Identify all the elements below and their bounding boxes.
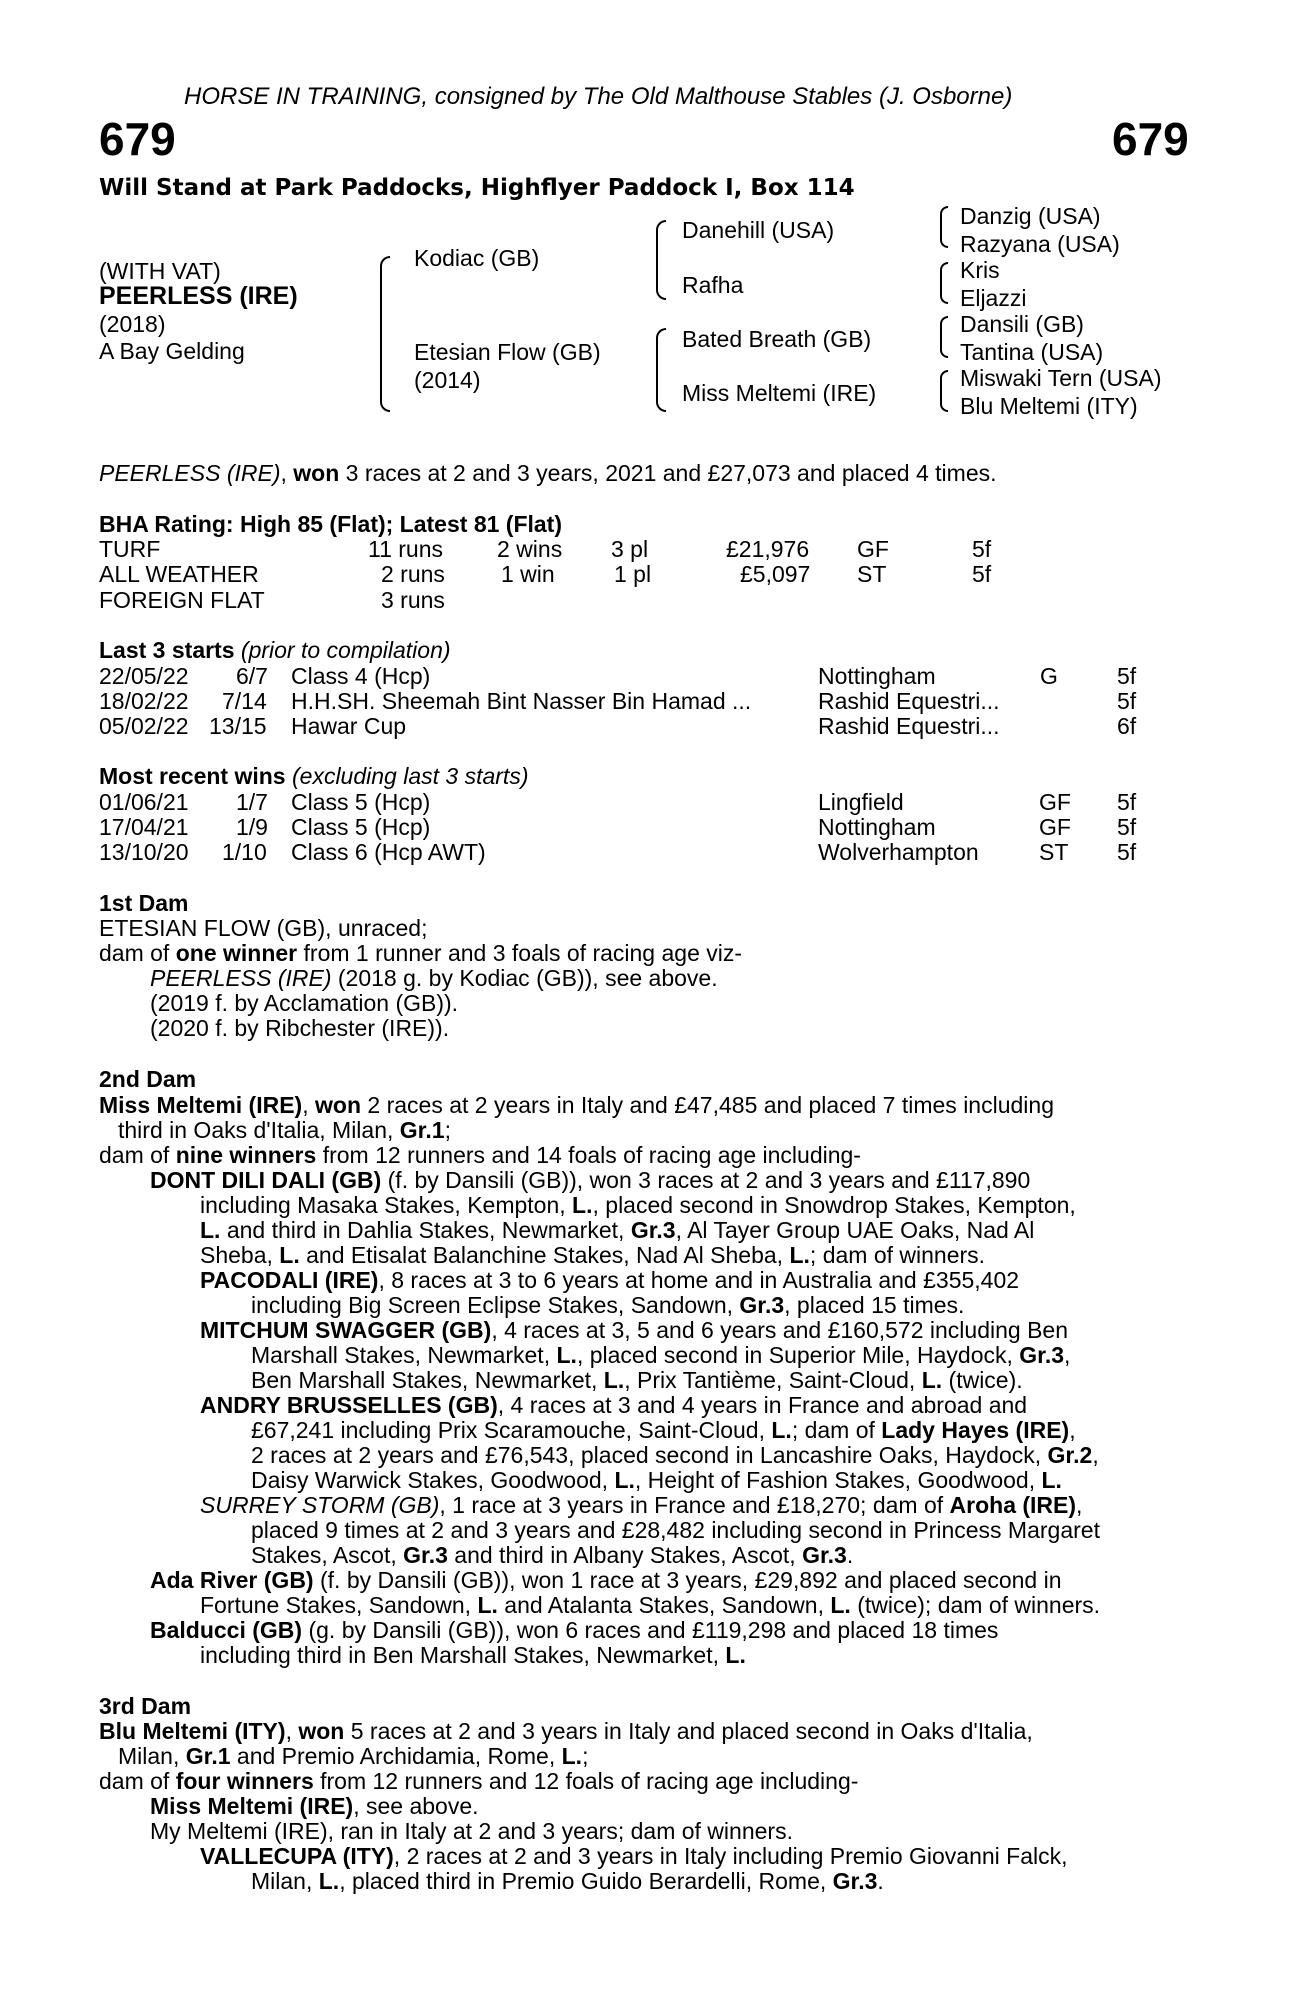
surrey-2: placed 9 times at 2 and 3 years and £28,482 including second in Princess Margaret — [251, 1517, 1100, 1543]
dam: Etesian Flow (GB) — [414, 339, 601, 365]
horse-name: PEERLESS (IRE) — [99, 282, 298, 310]
gg-2: Razyana (USA) — [960, 231, 1120, 257]
vallecupa-2: Milan, L., placed third in Premio Guido Berardelli, Rome, Gr.3. — [251, 1868, 884, 1894]
mitchum-1: MITCHUM SWAGGER (GB), 4 races at 3, 5 and 6 years and £160,572 including Ben — [200, 1317, 1068, 1343]
dont-dili-dali-4: Sheba, L. and Etisalat Balanchine Stakes, Nad Al Sheba, L.; dam of winners. — [200, 1242, 986, 1268]
pedigree-bracket — [380, 256, 390, 412]
gg-3: Kris — [960, 257, 1000, 283]
gg-4: Eljazzi — [960, 285, 1027, 311]
dam1-line2: dam of one winner from 1 runner and 3 foals of racing age viz- — [99, 940, 743, 966]
g-bracket-4 — [940, 370, 948, 412]
dam-sire: Bated Breath (GB) — [682, 326, 872, 352]
andry-2: £67,241 including Prix Scaramouche, Saint-Cloud, L.; dam of Lady Hayes (IRE), — [251, 1417, 1076, 1443]
ada-river-2: Fortune Stakes, Sandown, L. and Atalanta Stakes, Sandown, L. (twice); dam of winners. — [200, 1592, 1101, 1618]
ada-river-1: Ada River (GB) (f. by Dansili (GB)), won 1 race at 3 years, £29,892 and placed second in — [150, 1567, 1062, 1593]
pacodali-1: PACODALI (IRE), 8 races at 3 to 6 years at home and in Australia and £355,402 — [200, 1267, 1020, 1293]
dam3-title: 3rd Dam — [99, 1693, 192, 1719]
last-starts-title: Last 3 starts (prior to compilation) — [99, 637, 451, 663]
dam1-progeny-3: (2020 f. by Ribchester (IRE)). — [150, 1015, 450, 1041]
dam3-line2: Milan, Gr.1 and Premio Archidamia, Rome, L.; — [118, 1743, 589, 1769]
gg-1: Danzig (USA) — [960, 203, 1101, 229]
balducci-2: including third in Ben Marshall Stakes, Newmarket, L. — [200, 1642, 746, 1668]
race-summary: PEERLESS (IRE), won 3 races at 2 and 3 years, 2021 and £27,073 and placed 4 times. — [99, 460, 997, 486]
dam2-title: 2nd Dam — [99, 1066, 197, 1092]
dont-dili-dali-2: including Masaka Stakes, Kempton, L., placed second in Snowdrop Stakes, Kempton, — [200, 1192, 1076, 1218]
g-bracket-3 — [940, 316, 948, 358]
dam2-line2: third in Oaks d'Italia, Milan, Gr.1; — [118, 1117, 451, 1143]
dam1-progeny-1: PEERLESS (IRE) (2018 g. by Kodiac (GB)), see above. — [150, 965, 718, 991]
sire-bracket — [656, 220, 666, 300]
lot-number-right: 679 — [1112, 113, 1189, 165]
andry-1: ANDRY BRUSSELLES (GB), 4 races at 3 and 4 years in France and abroad and — [200, 1392, 1028, 1418]
mitchum-2: Marshall Stakes, Newmarket, L., placed second in Superior Mile, Haydock, Gr.3, — [251, 1342, 1071, 1368]
dam2-dam-of: dam of nine winners from 12 runners and 14 foals of racing age including- — [99, 1142, 861, 1168]
gg-8: Blu Meltemi (ITY) — [960, 393, 1138, 419]
dam1-line1: ETESIAN FLOW (GB), unraced; — [99, 915, 428, 941]
dam1-progeny-2: (2019 f. by Acclamation (GB)). — [150, 990, 459, 1016]
sire: Kodiac (GB) — [414, 245, 540, 271]
dam3-dam-of: dam of four winners from 12 runners and 12 foals of racing age including- — [99, 1768, 859, 1794]
dam-year: (2014) — [414, 367, 481, 393]
recent-wins-title: Most recent wins (excluding last 3 starts) — [99, 763, 529, 789]
mitchum-3: Ben Marshall Stakes, Newmarket, L., Prix Tantième, Saint-Cloud, L. (twice). — [251, 1367, 1023, 1393]
surrey-3: Stakes, Ascot, Gr.3 and third in Albany Stakes, Ascot, Gr.3. — [251, 1542, 854, 1568]
rating-surface: TURF — [99, 536, 161, 562]
dam2-line1: Miss Meltemi (IRE), won 2 races at 2 years in Italy and £47,485 and placed 7 times including — [99, 1092, 1054, 1118]
andry-3: 2 races at 2 years and £76,543, placed second in Lancashire Oaks, Haydock, Gr.2, — [251, 1442, 1099, 1468]
dam3-my-meltemi: My Meltemi (IRE), ran in Italy at 2 and 3 years; dam of winners. — [150, 1818, 793, 1844]
pacodali-2: including Big Screen Eclipse Stakes, Sandown, Gr.3, placed 15 times. — [251, 1292, 965, 1318]
stand-location: Will Stand at Park Paddocks, Highflyer Paddock I, Box 114 — [99, 175, 855, 201]
g-bracket-2 — [940, 262, 948, 304]
andry-4: Daisy Warwick Stakes, Goodwood, L., Height of Fashion Stakes, Goodwood, L. — [251, 1467, 1062, 1493]
lot-number-left: 679 — [99, 113, 176, 165]
dam3-miss-meltemi: Miss Meltemi (IRE), see above. — [150, 1793, 479, 1819]
g-bracket-1 — [940, 206, 948, 248]
balducci-1: Balducci (GB) (g. by Dansili (GB)), won 6 races and £119,298 and placed 18 times — [150, 1617, 999, 1643]
dam-dam: Miss Meltemi (IRE) — [682, 380, 877, 406]
rating-title: BHA Rating: High 85 (Flat); Latest 81 (Flat) — [99, 511, 562, 537]
dont-dili-dali-1: DONT DILI DALI (GB) (f. by Dansili (GB)), won 3 races at 2 and 3 years and £117,890 — [150, 1167, 1031, 1193]
gg-6: Tantina (USA) — [960, 339, 1104, 365]
vat-label: (WITH VAT) — [99, 258, 221, 284]
dont-dili-dali-3: L. and third in Dahlia Stakes, Newmarket, Gr.3, Al Tayer Group UAE Oaks, Nad Al — [200, 1217, 1035, 1243]
dam1-title: 1st Dam — [99, 890, 189, 916]
consignor-line: HORSE IN TRAINING, consigned by The Old Malthouse Stables (J. Osborne) — [184, 83, 1013, 110]
gg-7: Miswaki Tern (USA) — [960, 365, 1162, 391]
surrey-1: SURREY STORM (GB), 1 race at 3 years in France and £18,270; dam of Aroha (IRE), — [200, 1492, 1083, 1518]
horse-year: (2018) — [99, 311, 166, 337]
gg-5: Dansili (GB) — [960, 311, 1084, 337]
dam-bracket — [656, 328, 666, 412]
dam3-line1: Blu Meltemi (ITY), won 5 races at 2 and 3 years in Italy and placed second in Oaks d'Italia, — [99, 1718, 1033, 1744]
horse-description: A Bay Gelding — [99, 338, 245, 364]
vallecupa-1: VALLECUPA (ITY), 2 races at 2 and 3 years in Italy including Premio Giovanni Falck, — [200, 1843, 1068, 1869]
sire-sire: Danehill (USA) — [682, 217, 835, 243]
sire-dam: Rafha — [682, 272, 744, 298]
